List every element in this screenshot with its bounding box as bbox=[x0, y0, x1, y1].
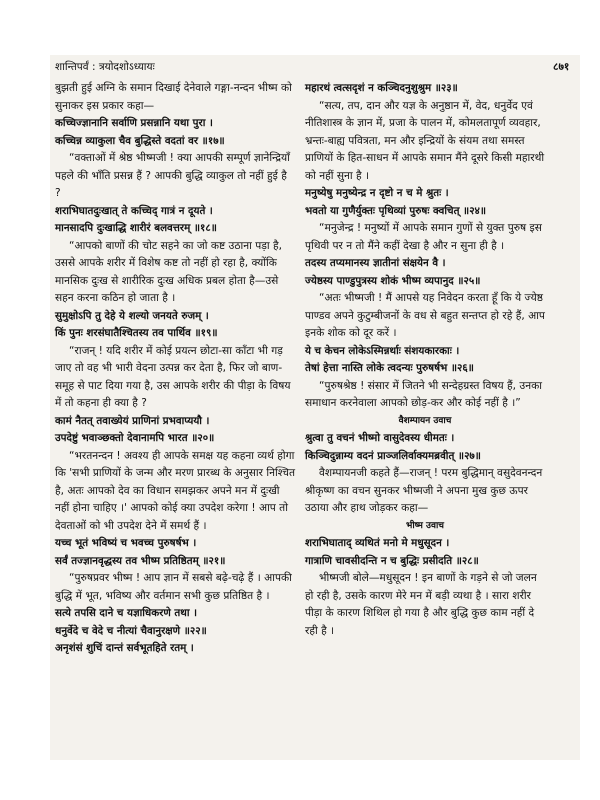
translation-paragraph: भीष्मजी बोले—मधुसूदन ! इन बाणों के गड़ने से जो जलन हो रही है, उसके कारण मेरे मन में बड़ी व्यथा है । सारा शरीर पीड़ा के कारण शिथिल हो गया है और बुद्धि कुछ काम नहीं दे रही है । bbox=[305, 572, 537, 637]
verse-line: कच्चिज्ज्ञानानि सर्वाणि प्रसन्नानि यथा पुरा । bbox=[55, 117, 213, 129]
speaker-label: वैशम्पायन उवाच bbox=[398, 415, 452, 426]
verse-line: महारथं त्वत्सदृशं न कञ्चिदनुशुश्रुम ॥२३॥ bbox=[305, 82, 458, 94]
translation-paragraph: “मनुजेन्द्र ! मनुष्यों में आपके समान गुणों से युक्त पुरुष इस पृथिवी पर न तो मैंने कहीं देखा है और न सुना ही है । bbox=[305, 222, 542, 252]
right-column bbox=[305, 80, 545, 640]
verse-line: सुमुक्षोऽपि तु देहे ये शल्यो जनयते रुजम् । bbox=[55, 309, 209, 322]
translation-paragraph: “वक्ताओं में श्रेष्ठ भीष्मजी ! क्या आपकी सम्पूर्ण ज्ञानेन्द्रियाँ पहले की भाँति प्रसन्न हैं ? आपकी बुद्धि व्याकुल तो नहीं हुई है ? bbox=[55, 152, 290, 199]
verse-line: मनुष्येषु मनुष्येन्द्र न दृष्टो न च मे श्रुतः । bbox=[305, 187, 449, 199]
verse-line: अनृशंसं शुचिं दान्तं सर्वभूतहिते रतम् । bbox=[55, 642, 194, 654]
verse-line: मानसादपि दुःखाद्धि शारीरं बलवत्तरम् ॥१८॥ bbox=[55, 222, 217, 234]
translation-paragraph: बुझती हुई अग्नि के समान दिखाई देनेवाले गङ्गा-नन्दन भीष्म को सुनाकर इस प्रकार कहा— bbox=[55, 82, 292, 112]
translation-paragraph: “पुरुषप्रवर भीष्म ! आप ज्ञान में सबसे बढ़े-चढ़े हैं । आपकी बुद्धि में भूत, भविष्य और वर्तमान सभी कुछ प्रतिष्ठित है । bbox=[55, 572, 292, 602]
verse-line: शराभिघातदुःखात् ते कच्चिद् गात्रं न दूयते । bbox=[55, 204, 213, 217]
verse-line: गात्राणि चावसीदन्ति न च बुद्धिः प्रसीदति ॥२८॥ bbox=[305, 554, 479, 567]
page-number: ८७१ bbox=[553, 61, 570, 73]
translation-paragraph: “सत्य, तप, दान और यज्ञ के अनुष्ठान में, वेद, धनुर्वेद एवं नीतिशास्त्र के ज्ञान में, प्रजा के पालन में, कोमलतापूर्ण व्यवहार, भ्रन्तः-बाह्य पवित्रता, मन और इन्द्रियों के संयम तथा समस्त प्राणियों के हित-साधन में आपके समान मैंने दूसरे किसी महारथी को नहीं सुना है । bbox=[305, 99, 545, 182]
verse-line: कामं नैतत् तवाख्येयं प्राणिनां प्रभवाप्ययौ । bbox=[55, 414, 210, 427]
verse-line: धनुर्वेदे च वेदे च नीत्यां चैवानुरक्षणे ॥२२॥ bbox=[55, 624, 207, 637]
verse-line: सत्ये तपसि दाने च यज्ञाधिकरणे तथा । bbox=[55, 607, 197, 619]
translation-paragraph: “पुरुषश्रेष्ठ ! संसार में जितने भी सन्देहग्रस्त विषय हैं, उनका समाधान करनेवाला आपको छोड़-कर और कोई नहीं है ।” bbox=[305, 379, 542, 409]
left-column bbox=[55, 80, 295, 658]
verse-line: तदस्य तप्यमानस्य ज्ञातीनां संक्षयेन वै । bbox=[305, 257, 446, 269]
verse-line: यच्च भूतं भविष्यं च भवच्च पुरुषर्षभ । bbox=[55, 537, 197, 549]
translation-paragraph: “राजन् ! यदि शरीर में कोई प्रयत्न छोटा-सा काँटा भी गड़ जाए तो वह भी भारी वेदना उत्पन्न कर देता है, फिर जो बाण-समूह से पाट दिया गया है, उस आपके शरीर की पीड़ा के विषय में तो कहना ही क्या है ? bbox=[55, 344, 291, 409]
translation-paragraph: “अतः भीष्मजी ! मैं आपसे यह निवेदन करता हूँ कि ये ज्येष्ठ पाण्डव अपने कुटुम्बीजनों के वध से बहुत सन्तप्त हो रहे हैं, आप इनके शोक को दूर करें । bbox=[305, 292, 545, 339]
verse-line: ये च केचन लोकेऽस्मिन्नर्थाः संशयकारकाः । bbox=[305, 344, 460, 357]
translation-paragraph: वैशम्पायनजी कहते हैं—राजन् ! परम बुद्धिमान् वसुदेवनन्दन श्रीकृष्ण का वचन सुनकर भीष्मजी ने अपना मुख कुछ ऊपर उठाया और हाथ जोड़कर कहा— bbox=[305, 467, 543, 514]
verse-line: किञ्चिदुन्नाम्य वदनं प्राञ्जलिर्वाक्यमब्रवीत् ॥२७॥ bbox=[305, 449, 481, 462]
translation-paragraph: “भरतनन्दन ! अवश्य ही आपके समक्ष यह कहना व्यर्थ होगा कि 'सभी प्राणियों के जन्म और मरण प्रारब्ध के अनुसार निश्चित है, अतः आपको देव का विधान समझकर अपने मन में दुःखी नहीं होना चाहिए ।' आपको कोई क्या उपदेश करेगा ! आप तो देवताओं को भी उपदेश देने में समर्थ हैं । bbox=[55, 449, 296, 532]
translation-paragraph: “आपको बाणों की चोट सहने का जो कष्ट उठाना पड़ा है, उससे आपके शरीर में विशेष कष्ट तो नहीं हो रहा है, क्योंकि मानसिक दुःख से शारीरिक दुःख अधिक प्रबल होता है—उसे सहन करना कठिन हो जाता है । bbox=[55, 239, 282, 304]
speaker-label: भीष्म उवाच bbox=[406, 520, 444, 531]
verse-line: कच्चिन्न व्याकुला चैव बुद्धिस्ते वदतां वर ॥१७॥ bbox=[55, 134, 225, 147]
running-title: शान्तिपर्वं : त्रयोदशोऽध्यायः bbox=[55, 61, 155, 73]
verse-line: तेषां हेत्ता नास्ति लोके त्वदन्यः पुरुषर्षभ ॥२६॥ bbox=[305, 362, 474, 374]
verse-line: ज्येष्ठस्य पाण्डुपुत्रस्य शोकं भीष्म व्यपानुद ॥२५॥ bbox=[305, 274, 481, 287]
verse-line: शराभिघाताद् व्यथितं मनो मे मधुसूदन । bbox=[305, 537, 450, 549]
verse-line: उपदेष्टुं भवाञ्छक्तो देवानामपि भारत ॥२०॥ bbox=[55, 432, 215, 444]
verse-line: किं पुनः शरसंघातैश्चितस्य तव पार्थिव ॥१९॥ bbox=[55, 327, 218, 339]
verse-line: सर्वं तज्ज्ञानवृद्धस्य तव भीष्म प्रतिष्ठितम् ॥२१॥ bbox=[55, 554, 226, 567]
verse-line: भवतो या गुणैर्युक्तः पृथिव्यां पुरुषः क्वचित् ॥२४॥ bbox=[305, 204, 487, 217]
verse-line: श्रुत्वा तु वचनं भीष्मो वासुदेवस्य धीमतः । bbox=[305, 432, 455, 444]
